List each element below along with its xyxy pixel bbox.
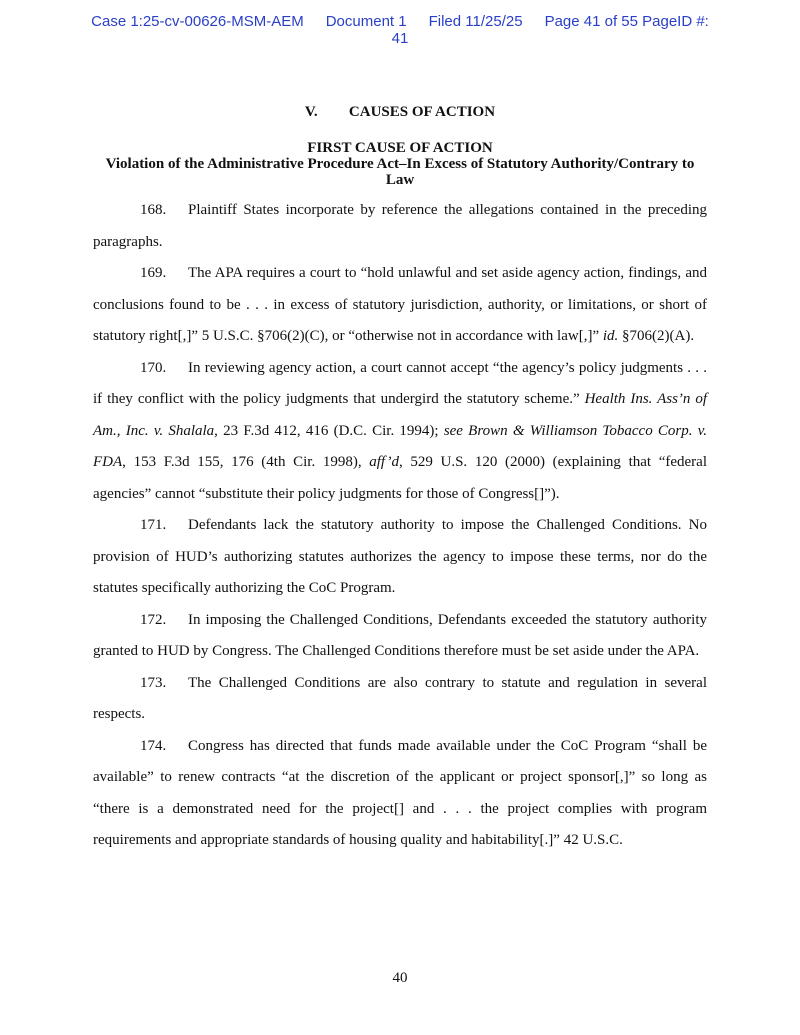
paragraph-text: The APA requires a court to “hold unlawful and set aside agency action, findings, and conclusions found to be . . . in excess of statutory jurisdiction, authority, or limitations, or short of statutory right[,]” 5 U.S.C. §706(2)(C), or “otherwise not in accordance with law[,]”: [93, 265, 707, 344]
paragraph-169: [93, 258, 707, 353]
page-info: Page 41 of 55 PageID #:: [544, 13, 709, 30]
paragraph-text: Congress has directed that funds made available under the CoC Program “shall be available” to renew contracts “at the discretion of the applicant or project sponsor[,]” so long as “there is a demonstrated need for the project[] and . . . the project complies with program requirements and appropriate standards of housing quality and habitability[.]” 42 U.S.C.: [93, 737, 707, 848]
citation-id: id.: [602, 328, 619, 344]
case-number: Case 1:25-cv-00626-MSM-AEM: [91, 13, 304, 30]
section-heading: [0, 104, 800, 121]
section-number: V.: [304, 104, 318, 120]
paragraph-174: [93, 731, 707, 857]
paragraph-number: 168.: [140, 202, 167, 218]
paragraph-text: , 153 F.3d 155, 176 (4th Cir. 1998),: [122, 454, 362, 470]
paragraph-number: 171.: [140, 517, 167, 533]
paragraph-173: [93, 668, 707, 731]
paragraph-171: [93, 510, 707, 605]
paragraph-number: 173.: [140, 674, 167, 691]
paragraph-number: 170.: [140, 359, 167, 376]
cause-title: FIRST CAUSE OF ACTION: [307, 140, 493, 156]
page-number: 40: [392, 970, 408, 986]
paragraph-number: 172.: [140, 611, 167, 628]
document-number: Document 1: [325, 13, 407, 30]
paragraph-text: In reviewing agency action, a court cannot accept “the agency’s policy judgments . . . if they conflict with the policy judgments that undergird the statutory scheme.”: [93, 359, 707, 407]
paragraph-text: , 529 U.S. 120 (2000) (explaining that “federal agencies” cannot “substitute their policy judgments for those of Congress[]”).: [93, 454, 708, 502]
paragraph-168: [93, 195, 707, 258]
cause-heading: [95, 140, 705, 188]
cause-subtitle: Violation of the Administrative Procedure Act–In Excess of Statutory Authority/Contrary to Law: [105, 156, 695, 188]
paragraph-number: 169.: [140, 265, 167, 281]
paragraph-text: In imposing the Challenged Conditions, Defendants exceeded the statutory authority granted to HUD by Congress. The Challenged Conditions therefore must be set aside under the APA.: [93, 611, 707, 659]
paragraph-number: 174.: [140, 737, 167, 754]
paragraph-text: Plaintiff States incorporate by reference the allegations contained in the preceding paragraphs.: [93, 202, 707, 250]
filed-date: Filed 11/25/25: [428, 13, 523, 30]
citation-affd: aff’d: [369, 454, 399, 470]
case-citation: see Brown & Williamson Tobacco Corp. v. FDA: [93, 422, 708, 470]
paragraph-170: [93, 353, 707, 511]
case-citation: Health Ins. Ass’n of Am., Inc. v. Shalala: [93, 391, 707, 439]
paragraph-text: , 23 F.3d 412, 416 (D.C. Cir. 1994);: [214, 422, 439, 439]
paragraph-text: Defendants lack the statutory authority to impose the Challenged Conditions. No provision of HUD’s authorizing statutes authorizes the agency to impose these terms, nor do the statutes specifically authorizing the CoC Program.: [93, 517, 707, 596]
paragraph-text: The Challenged Conditions are also contrary to statute and regulation in several respects.: [93, 674, 707, 722]
ecf-header: [0, 13, 800, 47]
section-title: CAUSES OF ACTION: [348, 104, 496, 120]
document-body: [93, 195, 707, 857]
paragraph-text: §706(2)(A).: [622, 328, 695, 344]
page-id: 41: [391, 30, 409, 47]
paragraph-172: [93, 605, 707, 668]
